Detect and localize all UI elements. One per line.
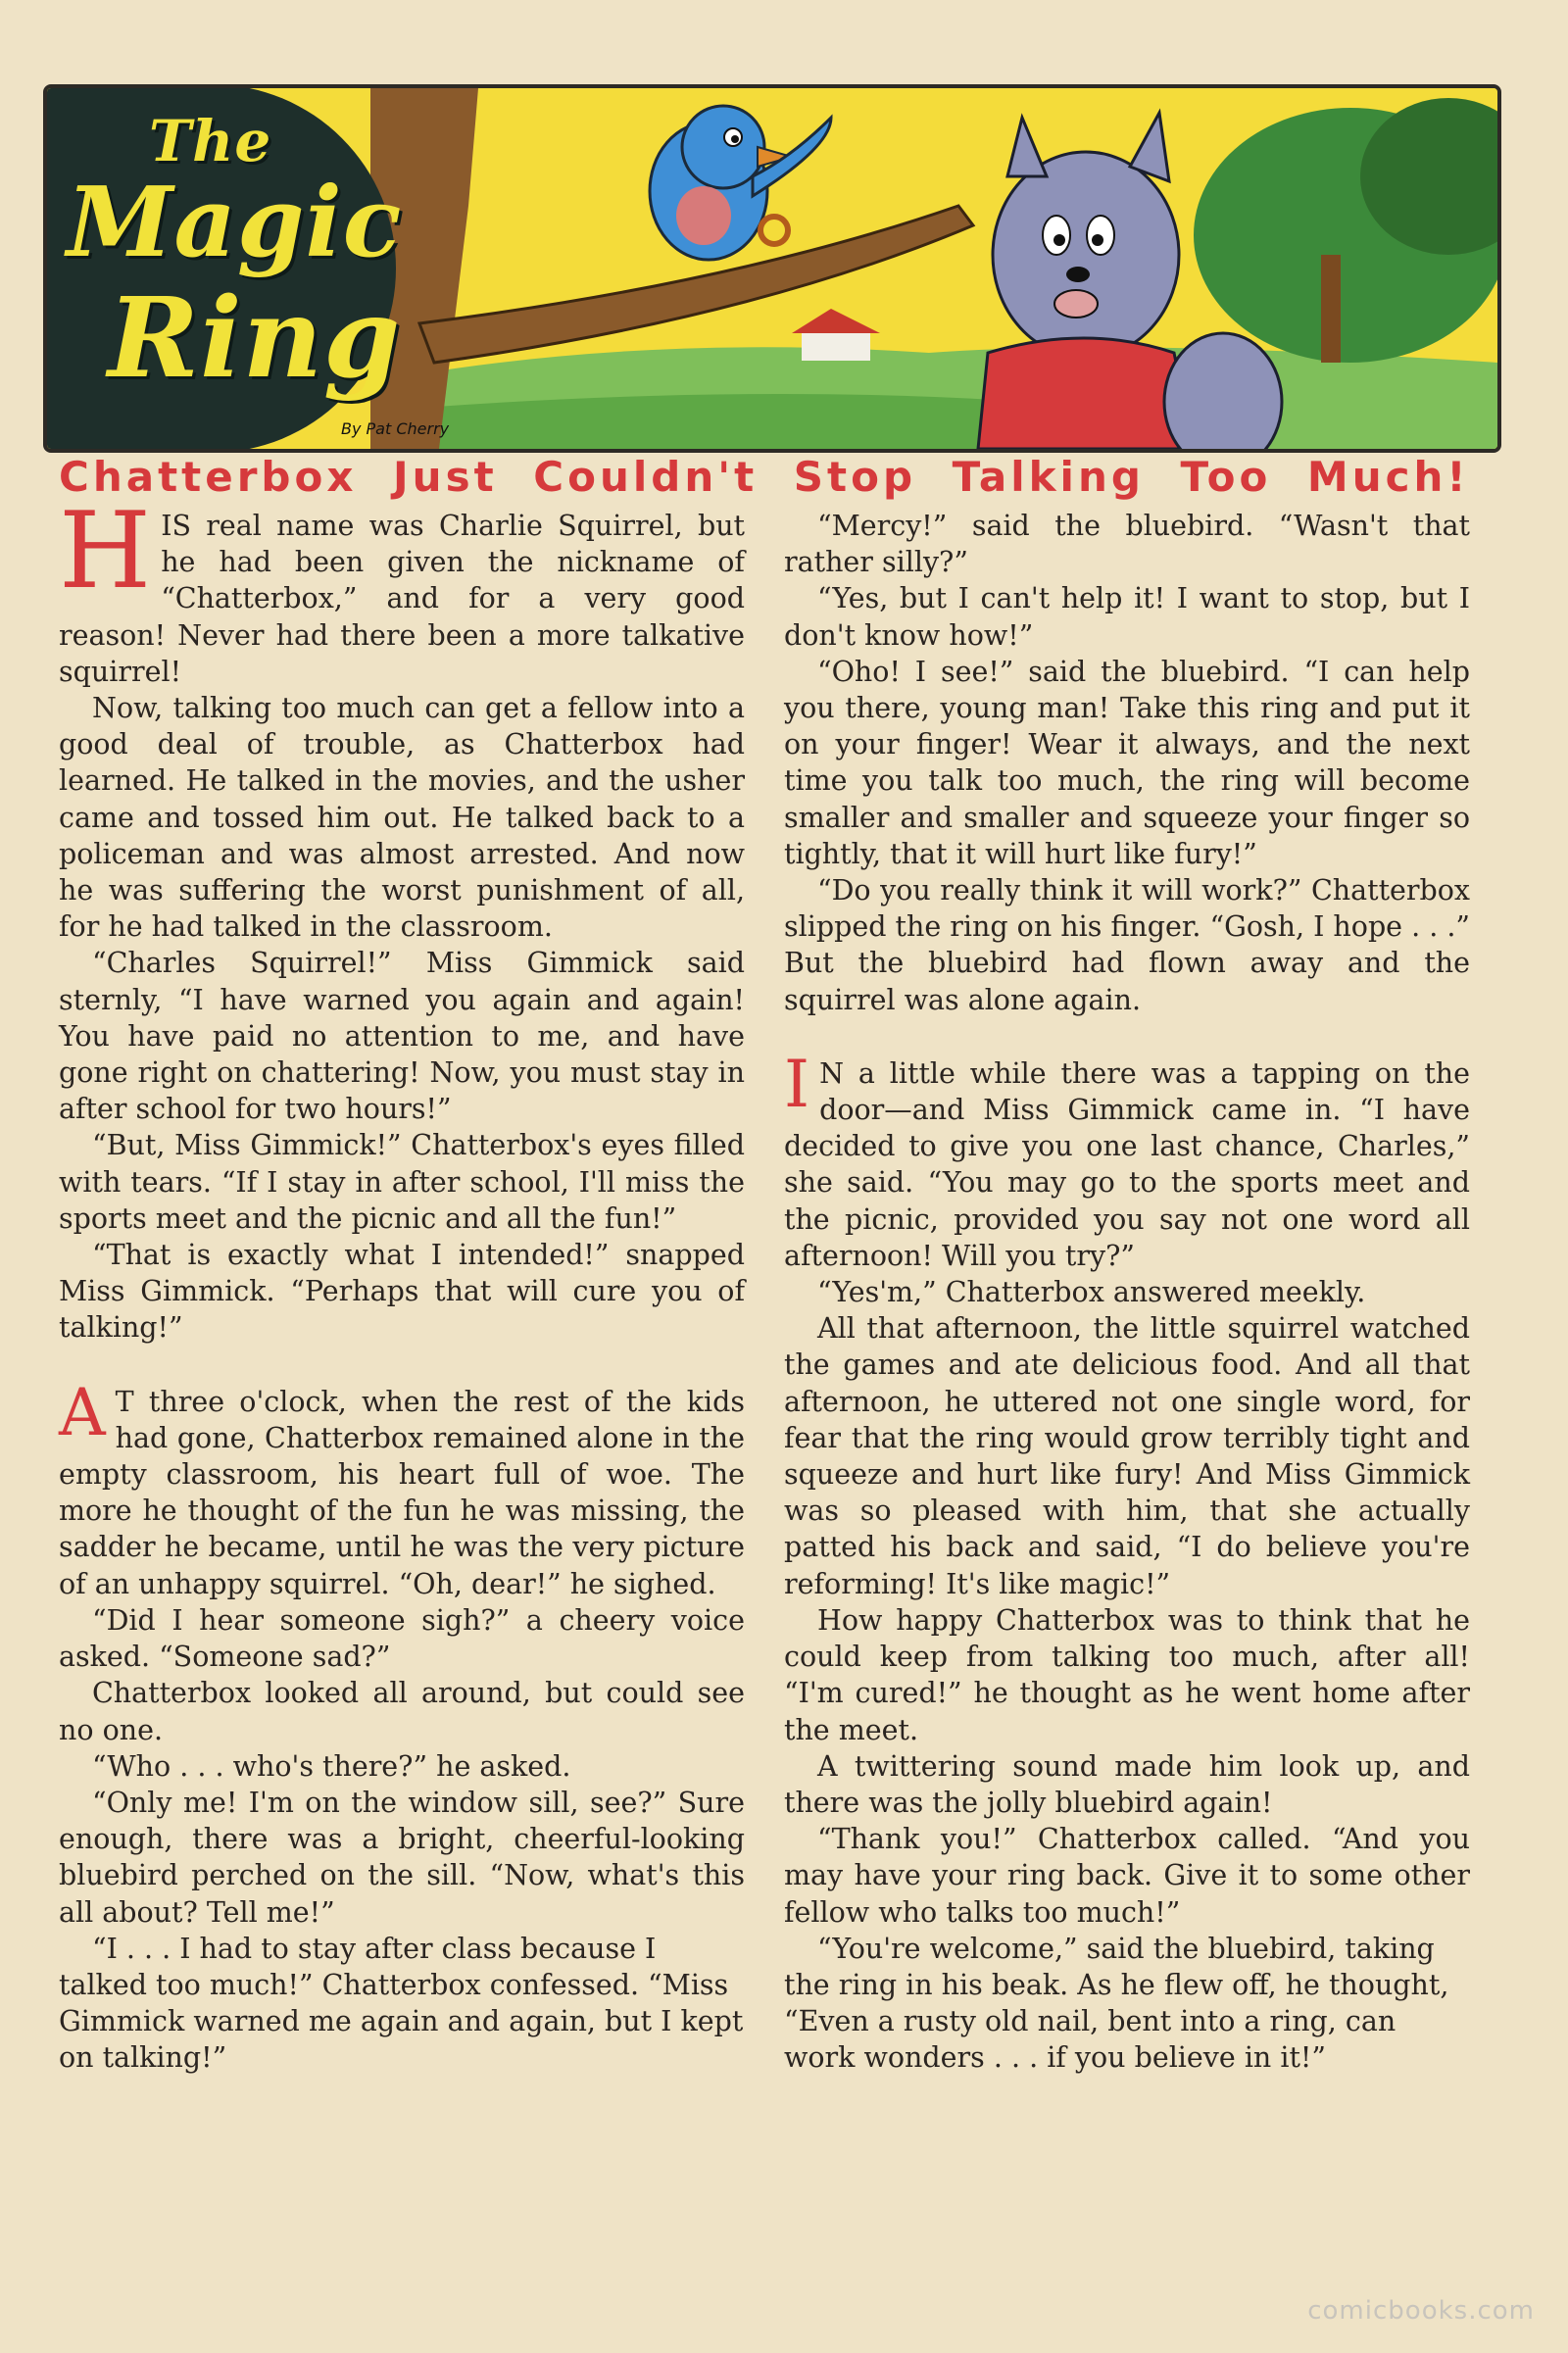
paragraph: “That is exactly what I intended!” snapped Miss Gimmick. “Perhaps that will cure you of talking!”	[59, 1239, 745, 1345]
paragraph: Now, talking too much can get a fellow into a good deal of trouble, as Chatterbox had learned. He talked in the movies, and the usher came and tossed him out. He talked back to a policeman and was almost arrested. And now he was suffering the worst punishment of all, for he had talked in the classroom.	[59, 692, 745, 944]
paragraph: “Yes, but I can't help it! I want to stop, but I don't know how!”	[784, 582, 1470, 652]
paragraph: “I . . . I had to stay after class because I talked too much!” Chatterbox confessed. “Miss Gimmick warned me again and again, but I kept on talking!”	[59, 1932, 744, 2075]
paragraph: “Only me! I'm on the window sill, see?” Sure enough, there was a bright, cheerful-looking bluebird perched on the sill. “Now, what's this all about? Tell me!”	[59, 1786, 745, 1929]
paragraph: A twittering sound made him look up, and there was the jolly bluebird again!	[784, 1749, 1470, 1819]
site-watermark: comicbooks.com	[1307, 2296, 1535, 2326]
drop-cap: I	[784, 1046, 810, 1122]
paragraph: “Oho! I see!” said the bluebird. “I can help you there, young man! Take this ring and put it on your finger! Wear it always, and the next time you talk too much, the ring will become smaller and smaller and squeeze your finger so tightly, that it will hurt like fury!”	[784, 655, 1470, 870]
paragraph: Chatterbox looked all around, but could see no one.	[59, 1677, 745, 1746]
title-word-the: The	[149, 108, 272, 174]
paragraph: “Did I hear someone sigh?” a cheery voice asked. “Someone sad?”	[59, 1603, 745, 1674]
byline: By Pat Cherry	[341, 419, 450, 438]
drop-cap: A	[59, 1374, 106, 1450]
paragraph: “But, Miss Gimmick!” Chatterbox's eyes filled with tears. “If I stay in after school, I'll miss the sports meet and the picnic and all the fun!”	[59, 1129, 745, 1235]
paragraph: “Do you really think it will work?” Chatterbox slipped the ring on his finger. “Gosh, I hope . . .” But the bluebird had flown away and the squirrel was alone again.	[784, 874, 1470, 1016]
paragraph: HIS real name was Charlie Squirrel, but he had been given the nickname of “Chatterbox,” and for a very good reason! Never had there been a more talkative squirrel!	[59, 490, 745, 688]
paragraph: A T three o'clock, when the rest of the kids had gone, Chatterbox remained alone in the empty classroom, his heart full of woe. The more he thought of the fun he was missing, the sadder he became, until he was the very picture of an unhappy squirrel. “Oh, dear!” he sighed.	[59, 1374, 745, 1600]
paragraph: “Who . . . who's there?” he asked.	[92, 1749, 571, 1783]
drop-cap: H	[59, 490, 152, 613]
paragraph: “Mercy!” said the bluebird. “Wasn't that rather silly?”	[784, 510, 1470, 579]
paragraph: “Charles Squirrel!” Miss Gimmick said sternly, “I have warned you again and again! You have paid no attention to me, and have gone right on chattering! Now, you must stay in after school for two hours!”	[59, 947, 745, 1126]
paragraph: All that afternoon, the little squirrel watched the games and ate delicious food. And all that afternoon, he uttered not one single word, for fear that the ring would grow terribly tight and squeeze and hurt like fury! And Miss Gimmick was so pleased with him, that she actually patted his back and said, “I do believe you're reforming! It's like magic!”	[784, 1312, 1470, 1600]
paragraph: “Yes'm,” Chatterbox answered meekly.	[817, 1276, 1366, 1309]
paragraph: I N a little while there was a tapping on the door—and Miss Gimmick came in. “I have decided to give you one last chance, Charles,” she said. “You may go to the sports meet and the picnic, provided you say not one word all afternoon! Will you try?”	[784, 1046, 1470, 1272]
title-word-ring: Ring	[108, 274, 402, 403]
paragraph: “You're welcome,” said the bluebird, taking the ring in his beak. As he flew off, he thought, “Even a rusty old nail, bent into a ring, can work wonders . . . if you believe in it!”	[784, 1932, 1449, 2075]
left-column	[59, 490, 745, 2077]
paragraph: How happy Chatterbox was to think that he could keep from talking too much, after all! “I'm cured!” he thought as he went home after the meet.	[784, 1603, 1470, 1746]
title-banner	[43, 84, 1501, 453]
paragraph: “Thank you!” Chatterbox called. “And you may have your ring back. Give it to some other fellow who talks too much!”	[784, 1823, 1470, 1929]
story-headline: Chatterbox Just Couldn't Stop Talking Too Much!	[59, 453, 1470, 501]
right-column	[784, 508, 1470, 2077]
title-word-magic: Magic	[67, 167, 403, 279]
